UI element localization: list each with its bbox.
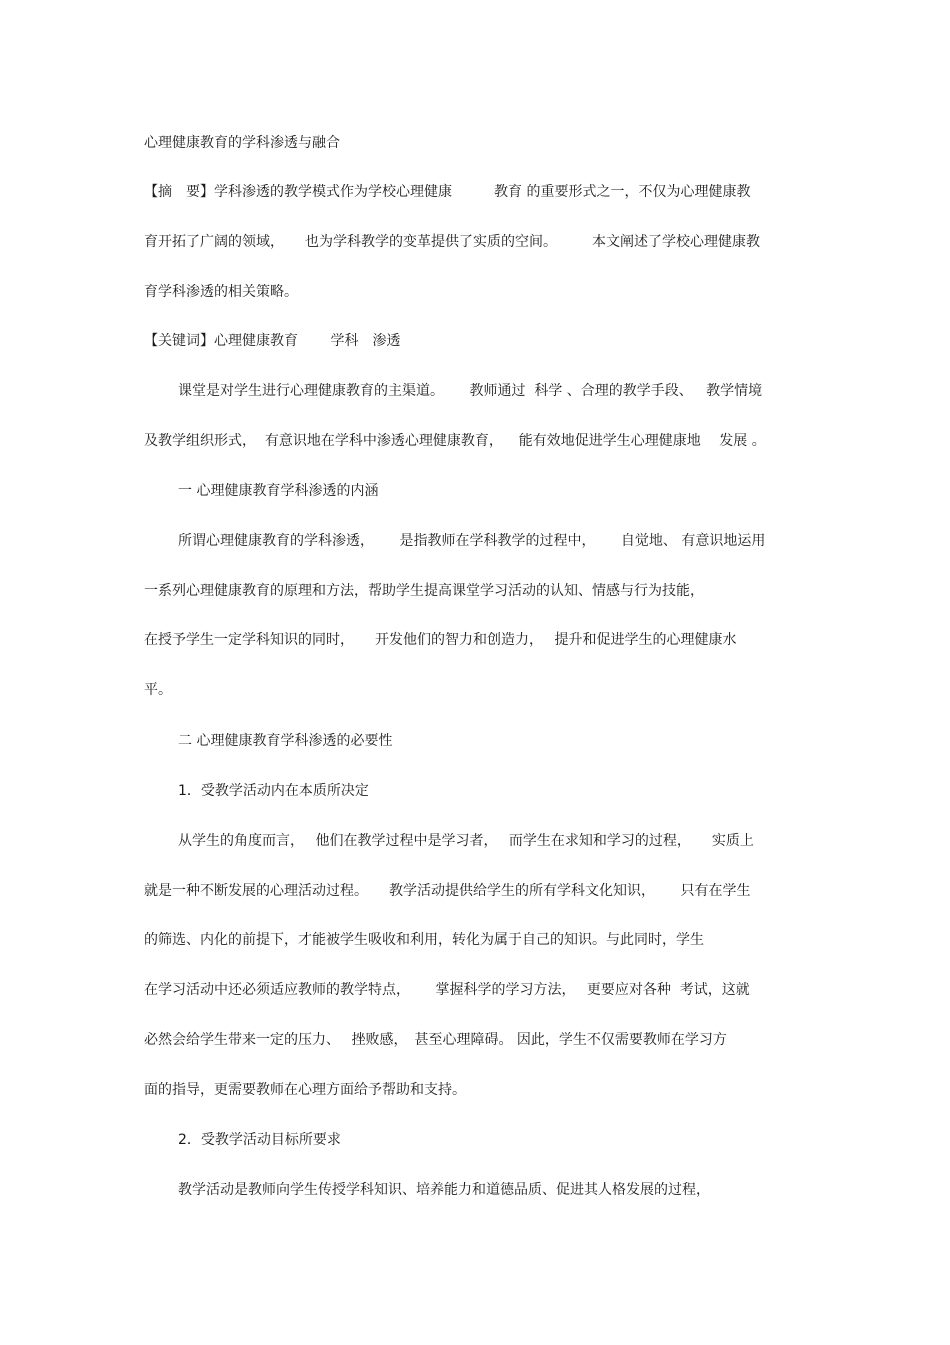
abstract-line-1: 【摘 要】学科渗透的教学模式作为学校心理健康 教育 的重要形式之一，不仅为心理健康教 (144, 184, 751, 200)
abstract-line-3: 育学科渗透的相关策略。 (144, 284, 298, 300)
paragraph-line: 课堂是对学生进行心理健康教育的主渠道。 教师通过 科学 、合理的教学手段、 教学情境 (178, 383, 763, 399)
paragraph-line: 一系列心理健康教育的原理和方法，帮助学生提高课堂学习活动的认知、情感与行为技能， (144, 583, 704, 599)
paragraph-line: 在授予学生一定学科知识的同时， 开发他们的智力和创造力， 提升和促进学生的心理健康水 (144, 632, 737, 648)
document-title: 心理健康教育的学科渗透与融合 (144, 135, 340, 151)
paragraph-line: 就是一种不断发展的心理活动过程。 教学活动提供给学生的所有学科文化知识， 只有在学生 (144, 883, 751, 899)
paragraph-line: 从学生的角度而言， 他们在教学过程中是学习者， 而学生在求知和学习的过程， 实质上 (178, 833, 754, 849)
paragraph-line: 及教学组织形式， 有意识地在学科中渗透心理健康教育， 能有效地促进学生心理健康地 发展 。 (144, 433, 766, 449)
paragraph-line: 平。 (144, 682, 172, 698)
section-heading: 二 心理健康教育学科渗透的必要性 (178, 733, 393, 749)
paragraph-line: 面的指导，更需要教师在心理方面给予帮助和支持。 (144, 1082, 466, 1098)
paragraph-line: 在学习活动中还必须适应教师的教学特点， 掌握科学的学习方法， 更要应对各种 考试，这就 (144, 982, 750, 998)
keywords-line: 【关键词】心理健康教育 学科 渗透 (144, 333, 401, 349)
section-heading: 一 心理健康教育学科渗透的内涵 (178, 483, 379, 499)
abstract-line-2: 育开拓了广阔的领域， 也为学科教学的变革提供了实质的空间。 本文阐述了学校心理健康教 (144, 234, 760, 250)
subsection-heading: 2．受教学活动目标所要求 (178, 1132, 341, 1148)
paragraph-line: 必然会给学生带来一定的压力、 挫败感， 甚至心理障碍。 因此，学生不仅需要教师在学习方 (144, 1032, 727, 1048)
paragraph-line: 的筛选、内化的前提下，才能被学生吸收和利用，转化为属于自己的知识。与此同时，学生 (144, 932, 704, 948)
subsection-heading: 1．受教学活动内在本质所决定 (178, 783, 369, 799)
paragraph-line: 所谓心理健康教育的学科渗透， 是指教师在学科教学的过程中， 自觉地、 有意识地运用 (178, 533, 766, 549)
paragraph-line: 教学活动是教师向学生传授学科知识、培养能力和道德品质、促进其人格发展的过程， (178, 1182, 710, 1198)
